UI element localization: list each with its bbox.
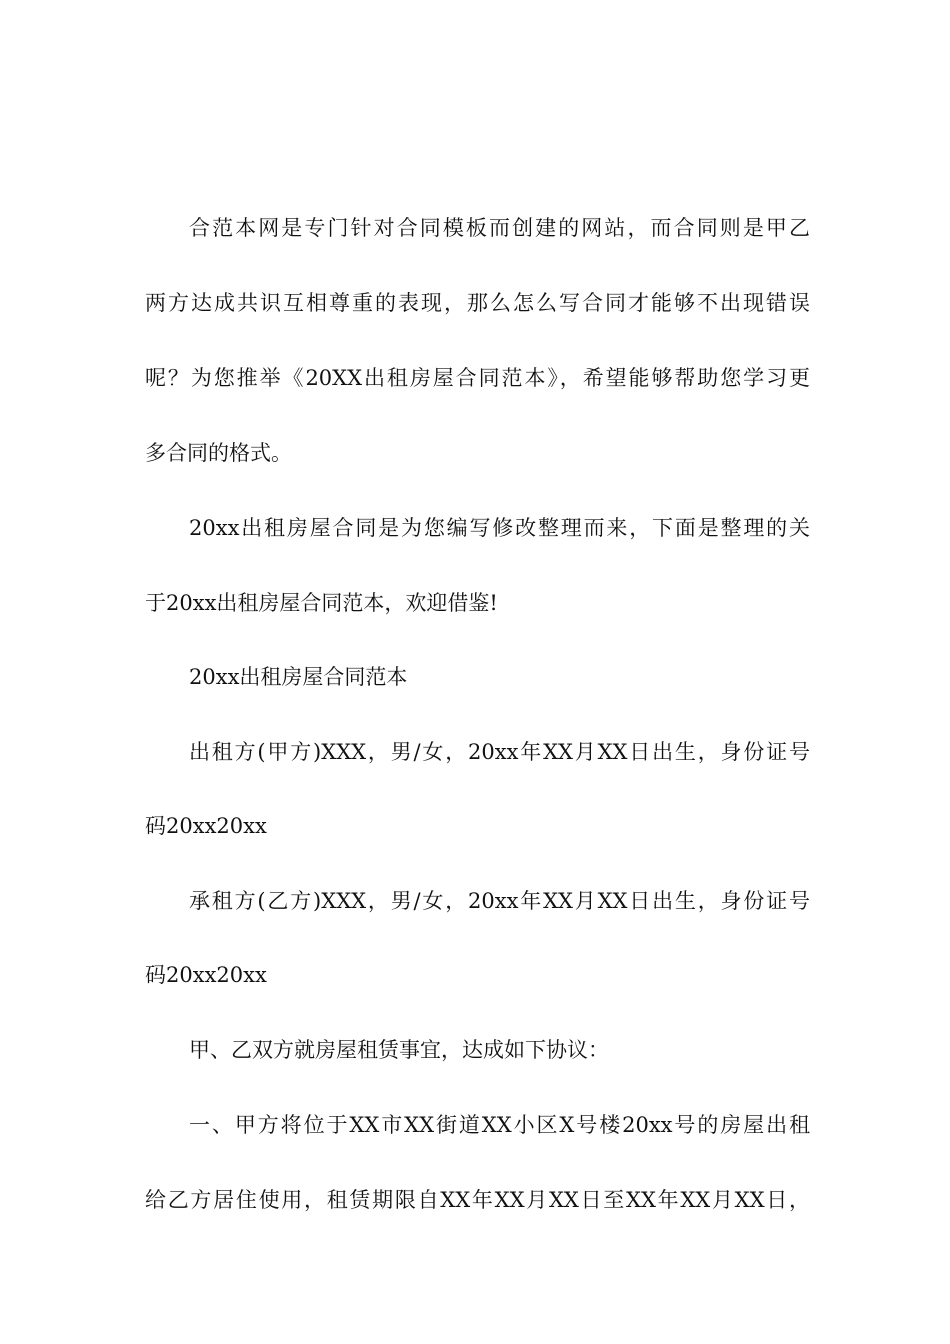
text-line-5: 20xx出租房屋合同是为您编写修改整理而来，下面是整理的关: [189, 516, 810, 540]
text-line-8: 出租方(甲方)XXX，男/女，20xx年XX月XX日出生，身份证号: [189, 740, 810, 764]
text-line-6: 于20xx出租房屋合同范本，欢迎借鉴!: [145, 591, 498, 615]
text-line-12: 甲、乙双方就房屋租赁事宜，达成如下协议：: [189, 1038, 609, 1062]
text-line-11: 码20xx20xx: [145, 963, 267, 987]
text-line-3: 呢？为您推举《20XX出租房屋合同范本》，希望能够帮助您学习更: [145, 366, 810, 390]
text-line-9: 码20xx20xx: [145, 814, 267, 838]
text-line-7: 20xx出租房屋合同范本: [189, 665, 408, 689]
text-line-13: 一、甲方将位于XX市XX街道XX小区X号楼20xx号的房屋出租: [189, 1113, 810, 1137]
text-line-4: 多合同的格式。: [145, 441, 292, 465]
text-line-2: 两方达成共识互相尊重的表现，那么怎么写合同才能够不出现错误: [145, 291, 810, 315]
text-line-1: 合范本网是专门针对合同模板而创建的网站，而合同则是甲乙: [189, 216, 810, 240]
text-line-14: 给乙方居住使用，租赁期限自XX年XX月XX日至XX年XX月XX日，: [145, 1188, 810, 1212]
text-line-10: 承租方(乙方)XXX，男/女，20xx年XX月XX日出生，身份证号: [189, 889, 810, 913]
